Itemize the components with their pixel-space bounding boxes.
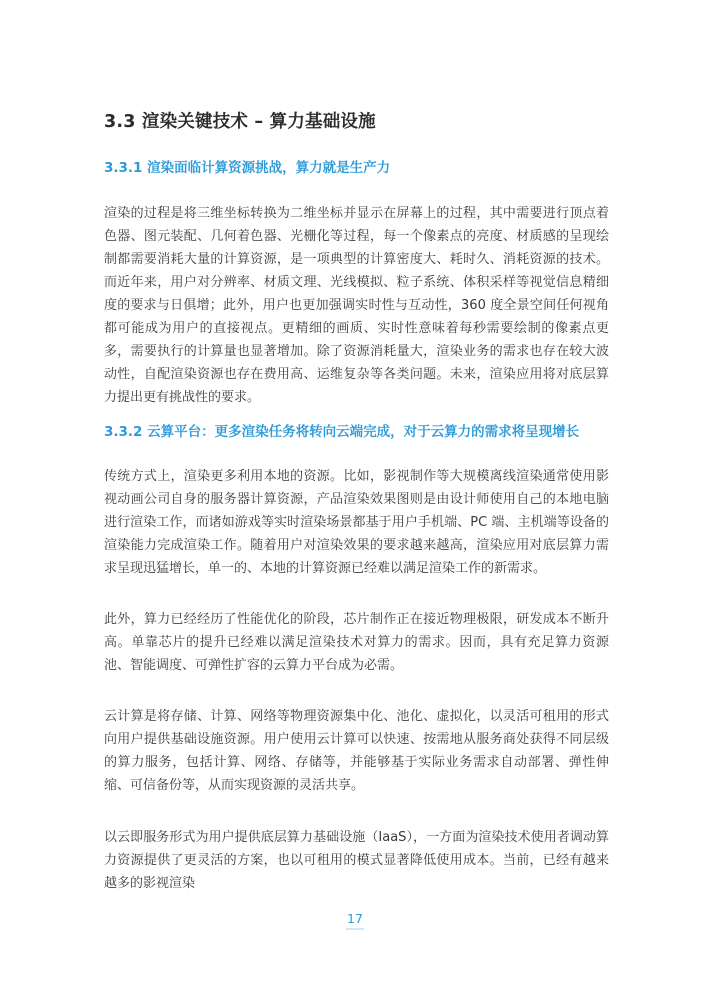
page-number-underline xyxy=(346,928,364,930)
paragraph-cloud-computing: 云计算是将存储、计算、网络等物理资源集中化、池化、虚拟化，以灵活可租用的形式向用户提供基础设施资源。用户使用云计算可以快速、按需地从服务商处获得不同层级的算力服务，包括计算、网络、存储等，并能够基于实际业务需求自动部署、弹性伸缩、可信备份等，从而实现资源的灵活共享。 xyxy=(104,709,609,793)
subsection-title-3-3-2: 3.3.2 云算平台：更多渲染任务将转向云端完成，对于云算力的需求将呈现增长 xyxy=(104,424,580,440)
paragraph-iaas: 以云即服务形式为用户提供底层算力基础设施（IaaS），一方面为渲染技术使用者调动算力资源提供了更灵活的方案，也以可租用的模式显著降低使用成本。当前，已经有越来越多的影视渲染 xyxy=(104,830,609,891)
section-title: 3.3 渲染关键技术 – 算力基础设施 xyxy=(104,112,376,132)
paragraph-compute-limits: 此外，算力已经经历了性能优化的阶段，芯片制作正在接近物理极限，研发成本不断升高。单靠芯片的提升已经难以满足渲染技术对算力的需求。因而，具有充足算力资源池、智能调度、可弹性扩容的云算力平台成为必需。 xyxy=(104,612,609,673)
paragraph-rendering-process: 渲染的过程是将三维坐标转换为二维坐标并显示在屏幕上的过程，其中需要进行顶点着色器、图元装配、几何着色器、光栅化等过程，每一个像素点的亮度、材质感的呈现绘制都需要消耗大量的计算资源，是一项典型的计算密度大、耗时久、消耗资源的技术。而近年来，用户对分辨率、材质文理、光线模拟、粒子系统、体积采样等视觉信息精细度的要求与日俱增；此外，用户也更加强调实时性与互动性，360 度全景空间任何视角都可能成为用户的直接视点。更精细的画质、实时性意味着每秒需要绘制的像素点更多，需要执行的计算量也显著增加。除了资源消耗量大，渲染业务的需求也存在较大波动性，自配渲染资源也存在费用高、运维复杂等各类问题。未来，渲染应用将对底层算力提出更有挑战性的要求。 xyxy=(104,206,609,405)
page-number: 17 xyxy=(347,911,363,926)
subsection-title-3-3-1: 3.3.1 渲染面临计算资源挑战，算力就是生产力 xyxy=(104,160,391,176)
paragraph-traditional-local: 传统方式上，渲染更多利用本地的资源。比如，影视制作等大规模离线渲染通常使用影视动画公司自身的服务器计算资源，产品渲染效果图则是由设计师使用自己的本地电脑进行渲染工作，而诸如游戏等实时渲染场景都基于用户手机端、PC 端、主机端等设备的渲染能力完成渲染工作。随着用户对渲染效果的要求越来越高，渲染应用对底层算力需求呈现迅猛增长，单一的、本地的计算资源已经难以满足渲染工作的新需求。 xyxy=(104,469,609,576)
